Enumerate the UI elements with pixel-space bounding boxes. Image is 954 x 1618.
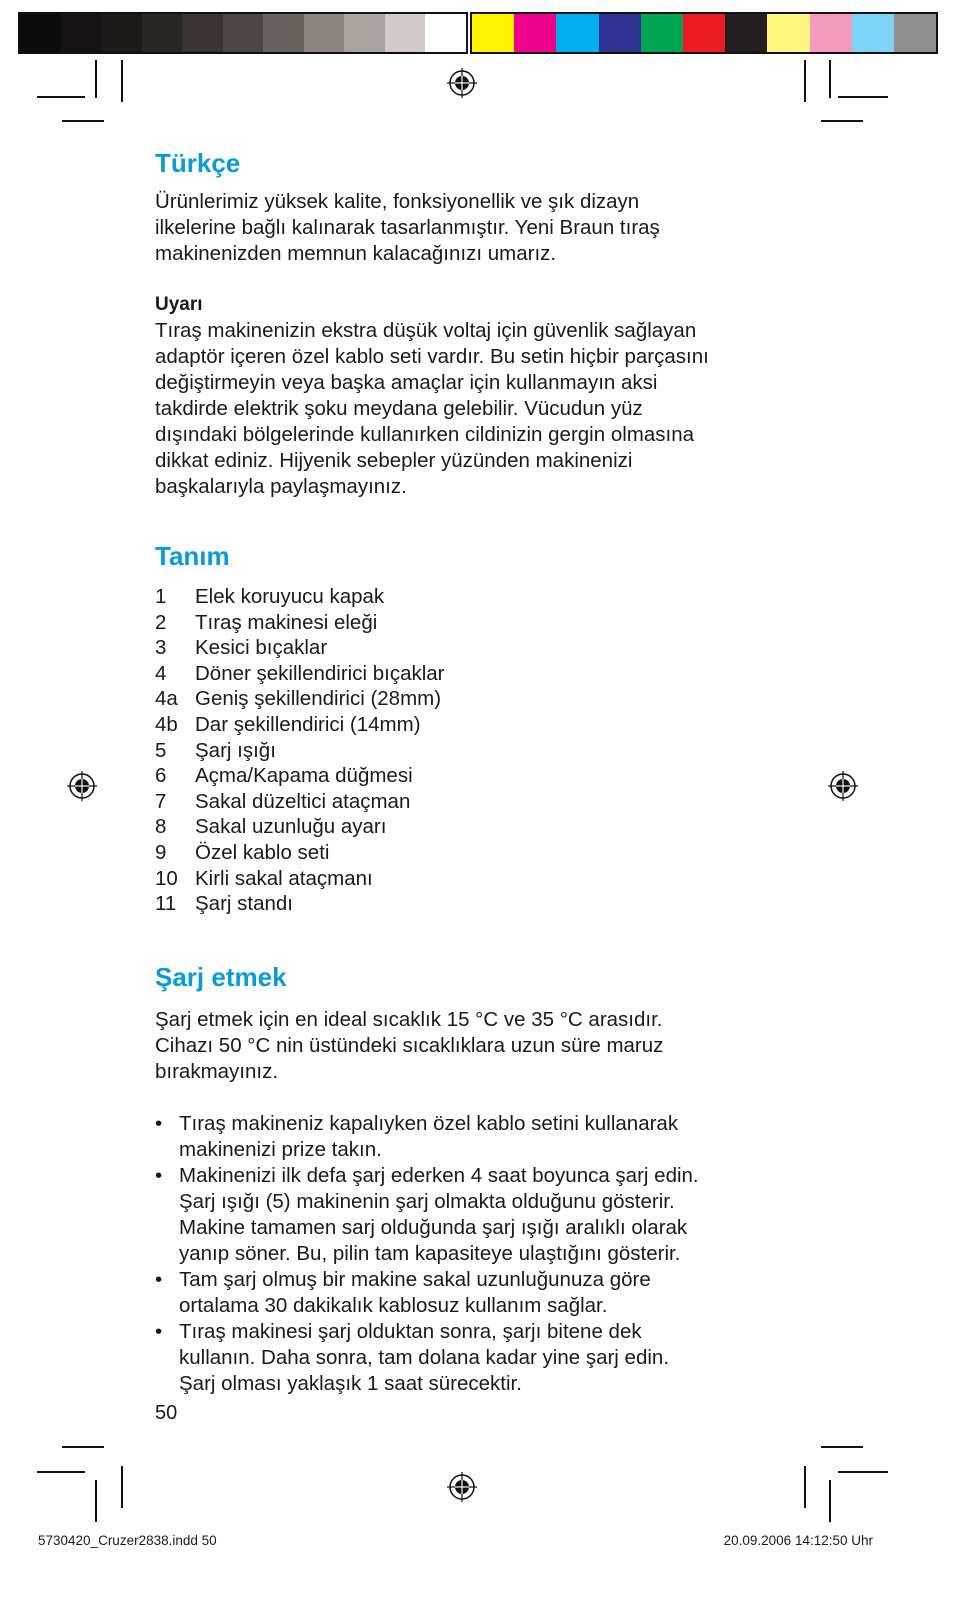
- list-item: [155, 789, 805, 815]
- text-line: Tıraş makinesi şarj olduktan sonra, şarjı bitene dek: [179, 1320, 642, 1343]
- crop-mark: [62, 1446, 104, 1448]
- text-line: makinenizden memnun kalacağınızı umarız.: [155, 242, 557, 265]
- color-swatch: [61, 14, 102, 52]
- item-label: Kesici bıçaklar: [195, 636, 328, 660]
- item-number: 8: [155, 815, 167, 839]
- text-line: başkalarıyla paylaşmayınız.: [155, 475, 407, 498]
- list-item: [155, 866, 805, 892]
- warning-block: [155, 292, 805, 500]
- crop-mark: [121, 60, 123, 102]
- list-item: [155, 610, 805, 636]
- section-turkce: [155, 148, 805, 500]
- list-item: [155, 814, 805, 840]
- crop-mark: [95, 1480, 97, 1522]
- color-swatch: [263, 14, 304, 52]
- text-line: yanıp söner. Bu, pilin tam kapasiteye ulaştığını gösterir.: [179, 1242, 681, 1265]
- color-swatch: [472, 14, 514, 52]
- bullet-text: [179, 1111, 678, 1163]
- color-swatch: [810, 14, 852, 52]
- crop-mark: [829, 60, 831, 98]
- item-number: 4b: [155, 712, 178, 736]
- bullet-item: [155, 1163, 805, 1267]
- item-number: 10: [155, 866, 178, 890]
- item-label: Şarj standı: [195, 892, 293, 916]
- bullet-text: [179, 1163, 699, 1267]
- list-item: [155, 763, 805, 789]
- item-label: Tıraş makinesi eleği: [195, 610, 378, 634]
- text-line: kullanın. Daha sonra, tam dolana kadar yine şarj edin.: [179, 1346, 670, 1369]
- item-number: 4a: [155, 687, 178, 711]
- color-swatch: [344, 14, 385, 52]
- item-label: Kirli sakal ataçmanı: [195, 866, 373, 890]
- text-line: Makinenizi ilk defa şarj ederken 4 saat boyunca şarj edin.: [179, 1164, 699, 1187]
- color-swatch: [683, 14, 725, 52]
- text-line: değiştirmeyin veya başka amaçlar için kullanmayın aksi: [155, 371, 658, 394]
- bullet-icon: •: [155, 1268, 163, 1291]
- crop-mark: [838, 96, 888, 98]
- crop-mark: [37, 1471, 85, 1473]
- crop-mark: [62, 120, 104, 122]
- grayscale-swatches: [18, 12, 468, 54]
- text-line: dışındaki bölgelerinde kullanırken cildinizin gergin olmasına: [155, 423, 695, 446]
- item-label: Geniş şekillendirici (28mm): [195, 687, 442, 711]
- color-swatch: [223, 14, 264, 52]
- bullet-list: [155, 1111, 805, 1397]
- color-swatch: [385, 14, 426, 52]
- registration-mark-icon: [447, 68, 477, 98]
- section-title: Tanım: [155, 541, 230, 571]
- color-swatch: [101, 14, 142, 52]
- color-swatch: [556, 14, 598, 52]
- bullet-item: [155, 1267, 805, 1319]
- bullet-icon: •: [155, 1320, 163, 1343]
- intro-paragraph: [155, 189, 805, 267]
- color-swatch: [767, 14, 809, 52]
- bullet-icon: •: [155, 1164, 163, 1187]
- item-label: Özel kablo seti: [195, 840, 330, 864]
- text-line: Cihazı 50 °C nin üstündeki sıcaklıklara uzun süre maruz: [155, 1034, 664, 1057]
- crop-mark: [37, 96, 85, 98]
- item-number: 1: [155, 585, 167, 608]
- footer-filename: 5730420_Cruzer2838.indd 50: [38, 1533, 217, 1548]
- item-number: 11: [155, 892, 177, 916]
- item-label: Elek koruyucu kapak: [195, 585, 385, 608]
- color-swatch: [514, 14, 556, 52]
- text-line: adaptör içeren özel kablo seti vardır. Bu setin hiçbir parçasını: [155, 345, 709, 368]
- item-number: 5: [155, 738, 167, 762]
- item-label: Açma/Kapama düğmesi: [195, 764, 413, 788]
- color-swatch: [894, 14, 936, 52]
- text-line: Şarj ışığı (5) makinenin şarj olmakta olduğunu gösterir.: [179, 1190, 675, 1213]
- section-title: Şarj etmek: [155, 962, 287, 992]
- text-line: Tıraş makineniz kapalıyken özel kablo setini kullanarak: [179, 1112, 679, 1135]
- crop-mark: [121, 1466, 123, 1508]
- crop-mark: [821, 1446, 863, 1448]
- section-tanim: [155, 541, 805, 917]
- crop-mark: [821, 120, 863, 122]
- item-label: Sakal uzunluğu ayarı: [195, 815, 387, 839]
- text-line: ortalama 30 dakikalık kablosuz kullanım sağlar.: [179, 1294, 608, 1317]
- color-calibration-bar: [18, 12, 938, 54]
- crop-mark: [804, 1466, 806, 1508]
- item-number: 4: [155, 661, 167, 685]
- text-line: dikkat ediniz. Hijyenik sebepler yüzünden makinenizi: [155, 449, 633, 472]
- footer-timestamp: 20.09.2006 14:12:50 Uhr: [723, 1533, 873, 1548]
- text-line: Tam şarj olmuş bir makine sakal uzunluğunuza göre: [179, 1268, 651, 1291]
- item-number: 7: [155, 789, 167, 813]
- color-swatch: [641, 14, 683, 52]
- text-line: Tıraş makinenizin ekstra düşük voltaj için güvenlik sağlayan: [155, 319, 697, 342]
- list-item: [155, 891, 805, 917]
- color-swatch: [852, 14, 894, 52]
- color-swatches: [470, 12, 938, 54]
- item-label: Döner şekillendirici bıçaklar: [195, 661, 445, 685]
- item-number: 3: [155, 636, 167, 660]
- item-number: 6: [155, 764, 167, 788]
- item-label: Şarj ışığı: [195, 738, 276, 762]
- text-line: takdirde elektrik şoku meydana gelebilir. Vücudun yüz: [155, 397, 643, 420]
- item-number: 9: [155, 840, 167, 864]
- text-line: Ürünlerimiz yüksek kalite, fonksiyonellik ve şık dizayn: [155, 190, 640, 213]
- text-line: ilkelerine bağlı kalınarak tasarlanmıştır. Yeni Braun tıraş: [155, 216, 660, 239]
- color-swatch: [142, 14, 183, 52]
- text-line: Makine tamamen sarj olduğunda şarj ışığı aralıklı olarak: [179, 1216, 688, 1239]
- bullet-item: [155, 1319, 805, 1397]
- color-swatch: [304, 14, 345, 52]
- item-label: Dar şekillendirici (14mm): [195, 712, 421, 736]
- list-item: [155, 840, 805, 866]
- crop-mark: [804, 60, 806, 102]
- item-label: Sakal düzeltici ataçman: [195, 789, 411, 813]
- crop-mark: [829, 1480, 831, 1522]
- list-item: [155, 661, 805, 687]
- section-title: Türkçe: [155, 148, 241, 178]
- crop-mark: [95, 60, 97, 98]
- item-number: 2: [155, 610, 167, 634]
- list-item: [155, 712, 805, 738]
- list-item: [155, 686, 805, 712]
- crop-mark: [838, 1471, 888, 1473]
- bullet-item: [155, 1111, 805, 1163]
- color-swatch: [725, 14, 767, 52]
- list-item: [155, 584, 805, 610]
- list-item: [155, 635, 805, 661]
- warning-label: Uyarı: [155, 294, 203, 315]
- registration-mark-icon: [828, 771, 858, 801]
- page-number: 50: [155, 1402, 178, 1424]
- list-item: [155, 738, 805, 764]
- color-swatch: [599, 14, 641, 52]
- color-swatch: [182, 14, 223, 52]
- text-line: Şarj olması yaklaşık 1 saat sürecektir.: [179, 1372, 522, 1395]
- bullet-text: [179, 1267, 651, 1319]
- color-swatch: [425, 14, 466, 52]
- text-line: bırakmayınız.: [155, 1060, 279, 1083]
- registration-mark-icon: [447, 1472, 477, 1502]
- bullet-icon: •: [155, 1112, 163, 1135]
- color-swatch: [20, 14, 61, 52]
- registration-mark-icon: [67, 771, 97, 801]
- section-sarj-etmek: [155, 962, 805, 1397]
- text-line: makinenizi prize takın.: [179, 1138, 382, 1161]
- parts-list: [155, 584, 805, 917]
- intro-paragraph: [155, 1007, 805, 1085]
- text-line: Şarj etmek için en ideal sıcaklık 15 °C ve 35 °C arasıdır.: [155, 1008, 663, 1031]
- bullet-text: [179, 1319, 669, 1397]
